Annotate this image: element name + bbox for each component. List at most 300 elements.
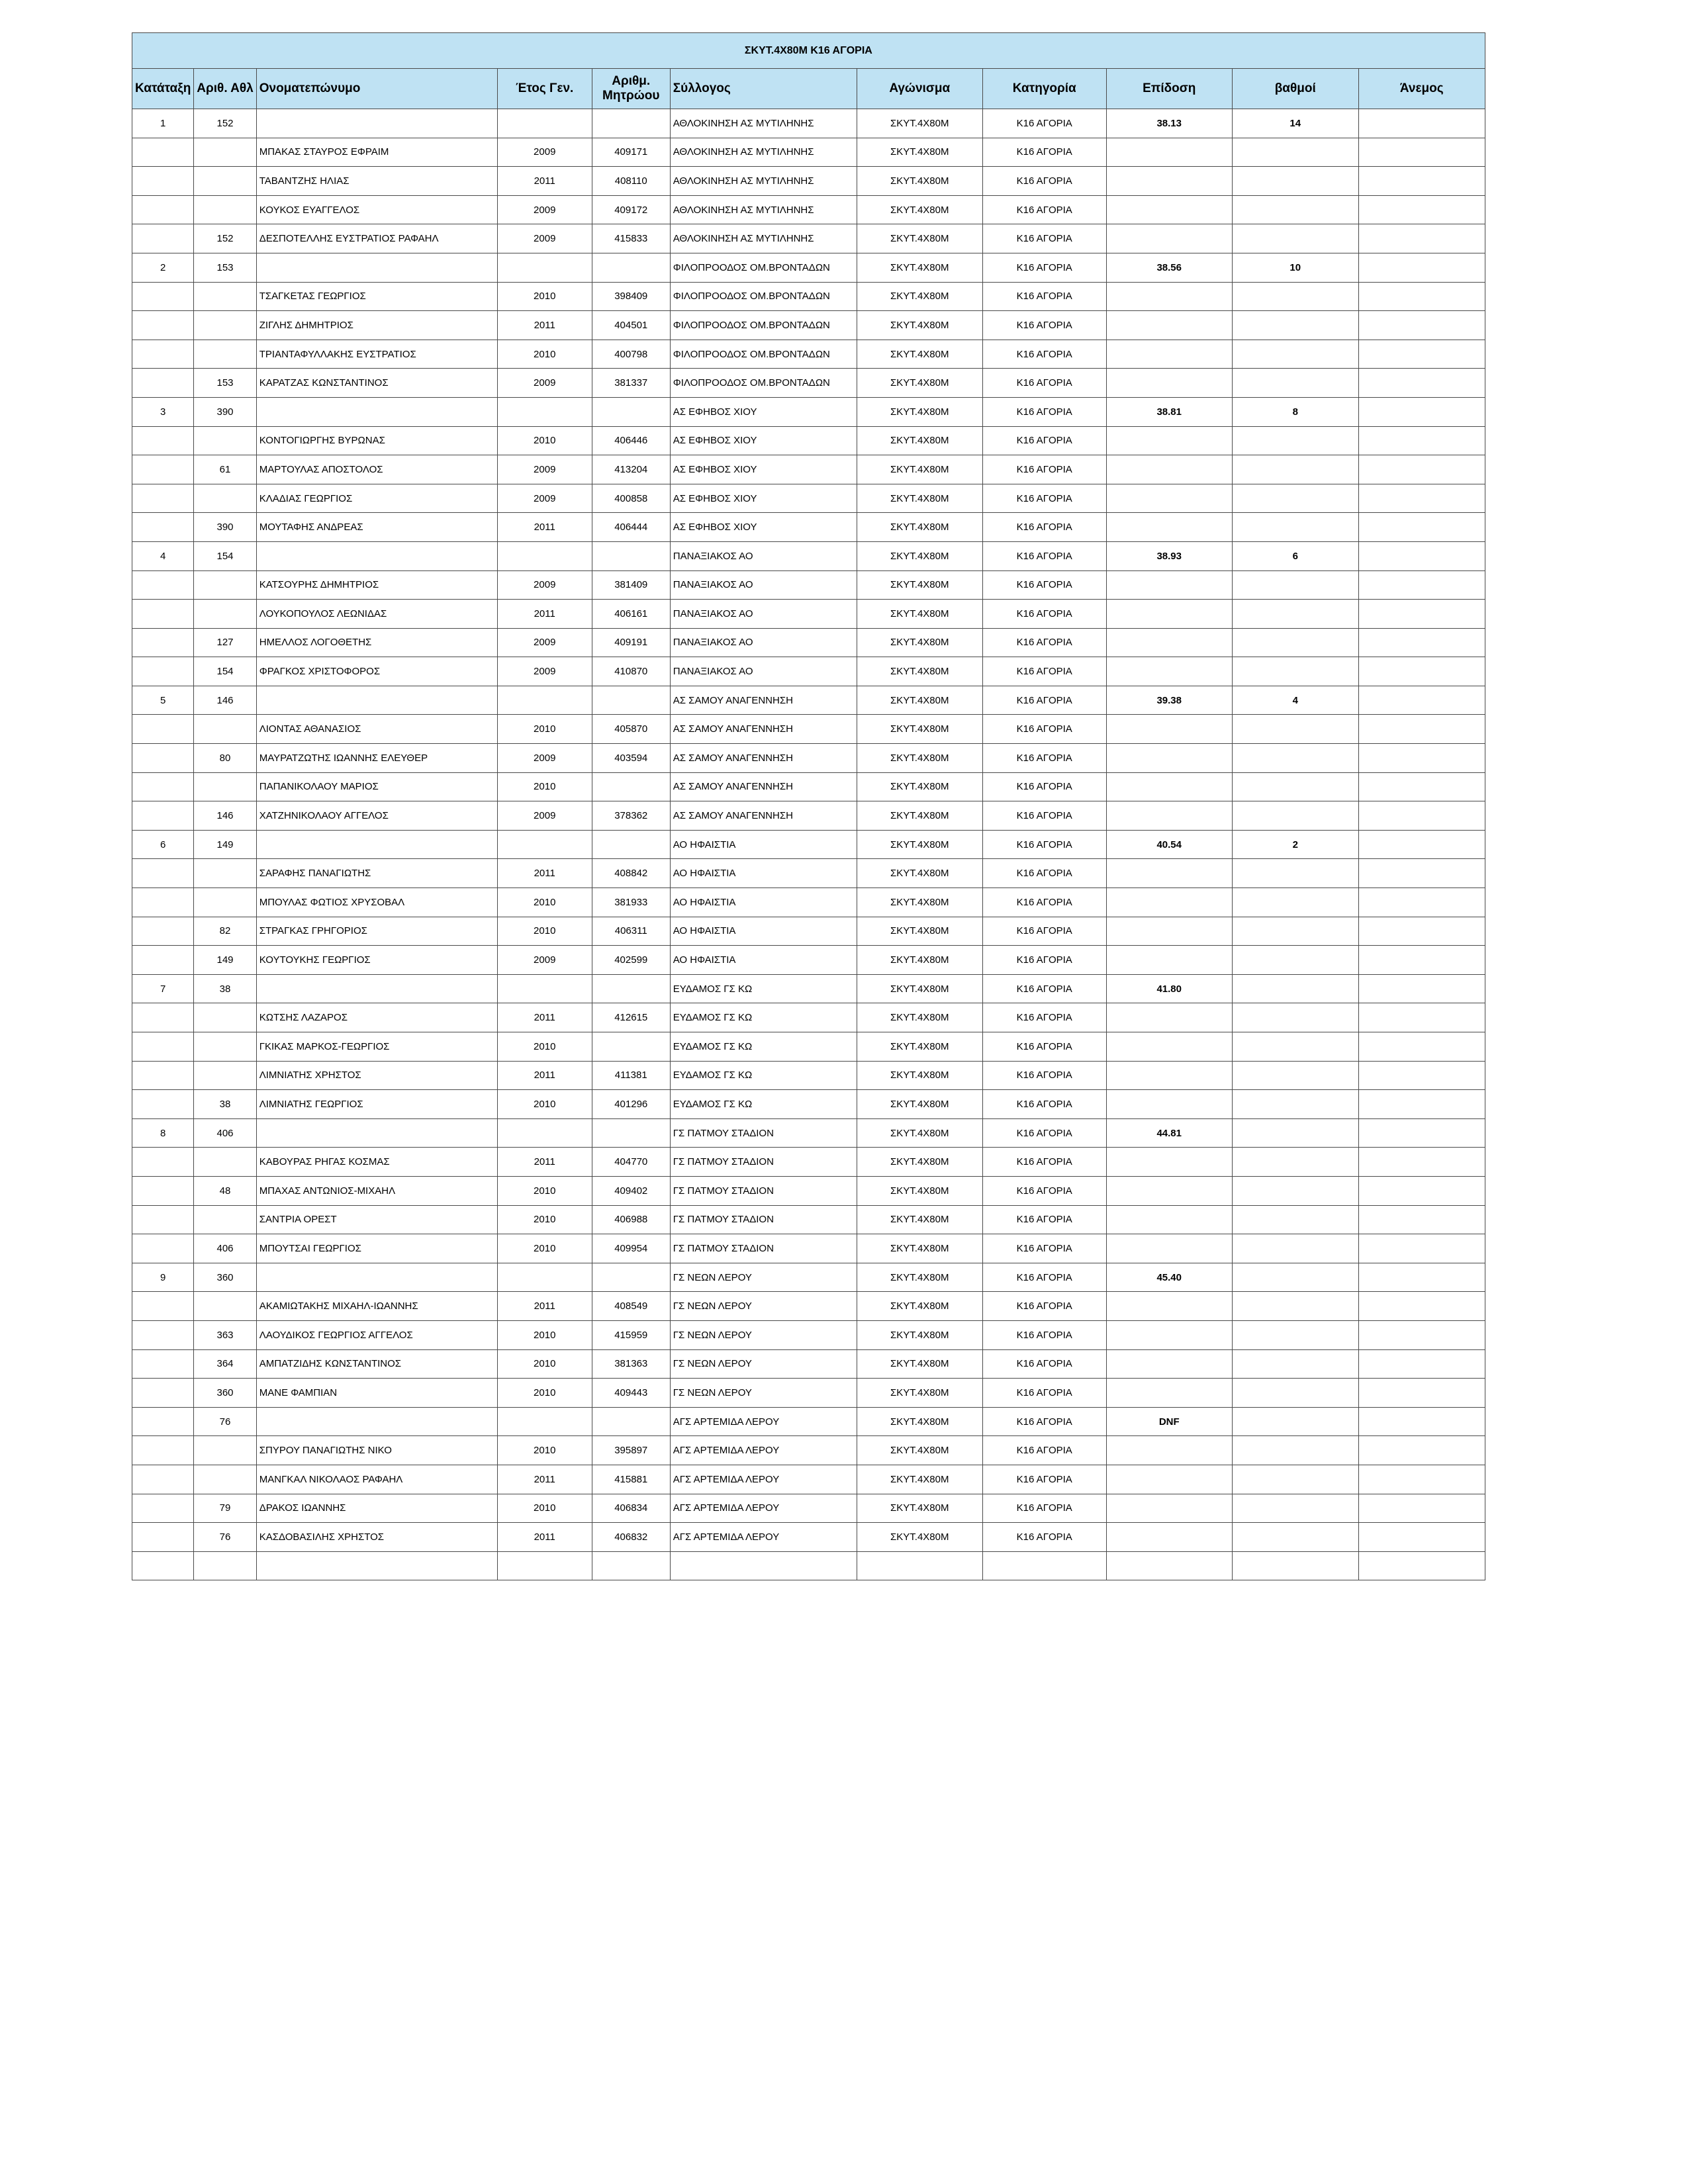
athlete-number-cell: 149 — [194, 946, 256, 975]
birth-year-cell: 2010 — [497, 1320, 592, 1349]
table-row — [132, 600, 1485, 629]
birth-year-cell: 2010 — [497, 1349, 592, 1379]
performance-cell — [1106, 1551, 1232, 1580]
performance-cell — [1106, 1176, 1232, 1205]
name-cell — [256, 541, 497, 570]
club-cell: ΑΘΛΟΚΙΝΗΣΗ ΑΣ ΜΥΤΙΛΗΝΗΣ — [670, 109, 857, 138]
table-row — [132, 513, 1485, 542]
club-cell: ΑΓΣ ΑΡΤΕΜΙΔΑ ΛΕΡΟΥ — [670, 1494, 857, 1523]
event-cell: ΣΚΥΤ.4Χ80Μ — [857, 946, 982, 975]
title-row — [132, 33, 1485, 69]
category-cell: Κ16 ΑΓΟΡΙΑ — [982, 1090, 1106, 1119]
club-cell: ΑΟ ΗΦΑΙΣΤΙΑ — [670, 830, 857, 859]
rank-cell — [132, 1436, 194, 1465]
rank-cell — [132, 1003, 194, 1032]
birth-year-cell: 2009 — [497, 138, 592, 167]
category-cell: Κ16 ΑΓΟΡΙΑ — [982, 917, 1106, 946]
table-row — [132, 1148, 1485, 1177]
points-cell — [1232, 1407, 1358, 1436]
table-row — [132, 167, 1485, 196]
header-athlete-number: Αριθ. Αθλ — [194, 69, 256, 109]
athlete-number-cell: 364 — [194, 1349, 256, 1379]
points-cell: 10 — [1232, 253, 1358, 282]
athlete-number-cell: 152 — [194, 109, 256, 138]
header-club: Σύλλογος — [670, 69, 857, 109]
wind-cell — [1358, 772, 1485, 801]
performance-cell — [1106, 628, 1232, 657]
birth-year-cell: 2009 — [497, 657, 592, 686]
rank-cell — [132, 484, 194, 513]
registry-number-cell: 415881 — [592, 1465, 670, 1494]
club-cell: ΓΣ ΠΑΤΜΟΥ ΣΤΑΔΙΟΝ — [670, 1148, 857, 1177]
birth-year-cell: 2009 — [497, 744, 592, 773]
points-cell — [1232, 1523, 1358, 1552]
club-cell: ΑΣ ΕΦΗΒΟΣ ΧΙΟΥ — [670, 513, 857, 542]
athlete-number-cell — [194, 1061, 256, 1090]
name-cell: ΖΙΓΛΗΣ ΔΗΜΗΤΡΙΟΣ — [256, 311, 497, 340]
registry-number-cell: 400798 — [592, 340, 670, 369]
birth-year-cell: 2009 — [497, 484, 592, 513]
birth-year-cell — [497, 830, 592, 859]
performance-cell: 38.56 — [1106, 253, 1232, 282]
event-cell: ΣΚΥΤ.4Χ80Μ — [857, 686, 982, 715]
registry-number-cell: 409402 — [592, 1176, 670, 1205]
rank-cell: 4 — [132, 541, 194, 570]
category-cell: Κ16 ΑΓΟΡΙΑ — [982, 1523, 1106, 1552]
club-cell: ΓΣ ΠΑΤΜΟΥ ΣΤΑΔΙΟΝ — [670, 1118, 857, 1148]
category-cell: Κ16 ΑΓΟΡΙΑ — [982, 1205, 1106, 1234]
category-cell: Κ16 ΑΓΟΡΙΑ — [982, 1003, 1106, 1032]
category-cell: Κ16 ΑΓΟΡΙΑ — [982, 974, 1106, 1003]
club-cell: ΑΣ ΣΑΜΟΥ ΑΝΑΓΕΝΝΗΣΗ — [670, 744, 857, 773]
event-cell: ΣΚΥΤ.4Χ80Μ — [857, 1176, 982, 1205]
category-cell: Κ16 ΑΓΟΡΙΑ — [982, 1032, 1106, 1062]
table-row — [132, 1003, 1485, 1032]
athlete-number-cell: 363 — [194, 1320, 256, 1349]
category-cell: Κ16 ΑΓΟΡΙΑ — [982, 1263, 1106, 1292]
name-cell — [256, 397, 497, 426]
points-cell — [1232, 628, 1358, 657]
performance-cell — [1106, 311, 1232, 340]
registry-number-cell: 404501 — [592, 311, 670, 340]
event-cell — [857, 1551, 982, 1580]
name-cell: ΣΤΡΑΓΚΑΣ ΓΡΗΓΟΡΙΟΣ — [256, 917, 497, 946]
points-cell — [1232, 1234, 1358, 1263]
birth-year-cell: 2011 — [497, 1465, 592, 1494]
wind-cell — [1358, 1148, 1485, 1177]
points-cell — [1232, 138, 1358, 167]
points-cell — [1232, 1003, 1358, 1032]
club-cell: ΑΣ ΕΦΗΒΟΣ ΧΙΟΥ — [670, 484, 857, 513]
header-registry-number: Αριθμ. Μητρώου — [592, 69, 670, 109]
results-table — [132, 32, 1485, 1580]
event-cell: ΣΚΥΤ.4Χ80Μ — [857, 1379, 982, 1408]
rank-cell — [132, 1234, 194, 1263]
points-cell: 14 — [1232, 109, 1358, 138]
rank-cell: 8 — [132, 1118, 194, 1148]
birth-year-cell: 2009 — [497, 946, 592, 975]
rank-cell — [132, 138, 194, 167]
table-row — [132, 253, 1485, 282]
event-cell: ΣΚΥΤ.4Χ80Μ — [857, 830, 982, 859]
rank-cell — [132, 772, 194, 801]
table-row — [132, 455, 1485, 484]
table-row — [132, 1551, 1485, 1580]
name-cell: ΣΑΡΑΦΗΣ ΠΑΝΑΓΙΩΤΗΣ — [256, 859, 497, 888]
performance-cell — [1106, 455, 1232, 484]
athlete-number-cell — [194, 1032, 256, 1062]
performance-cell — [1106, 772, 1232, 801]
birth-year-cell — [497, 974, 592, 1003]
birth-year-cell: 2009 — [497, 455, 592, 484]
event-cell: ΣΚΥΤ.4Χ80Μ — [857, 1349, 982, 1379]
athlete-number-cell: 360 — [194, 1379, 256, 1408]
event-cell: ΣΚΥΤ.4Χ80Μ — [857, 715, 982, 744]
points-cell — [1232, 1263, 1358, 1292]
rank-cell — [132, 946, 194, 975]
athlete-number-cell: 38 — [194, 1090, 256, 1119]
athlete-number-cell — [194, 1465, 256, 1494]
name-cell: ΜΑΡΤΟΥΛΑΣ ΑΠΟΣΤΟΛΟΣ — [256, 455, 497, 484]
event-cell: ΣΚΥΤ.4Χ80Μ — [857, 801, 982, 831]
event-cell: ΣΚΥΤ.4Χ80Μ — [857, 282, 982, 311]
club-cell: ΑΣ ΣΑΜΟΥ ΑΝΑΓΕΝΝΗΣΗ — [670, 772, 857, 801]
points-cell — [1232, 946, 1358, 975]
points-cell — [1232, 715, 1358, 744]
club-cell: ΑΣ ΣΑΜΟΥ ΑΝΑΓΕΝΝΗΣΗ — [670, 801, 857, 831]
birth-year-cell: 2010 — [497, 1379, 592, 1408]
club-cell: ΦΙΛΟΠΡΟΟΔΟΣ ΟΜ.ΒΡΟΝΤΑΔΩΝ — [670, 369, 857, 398]
event-cell: ΣΚΥΤ.4Χ80Μ — [857, 917, 982, 946]
birth-year-cell: 2009 — [497, 369, 592, 398]
wind-cell — [1358, 830, 1485, 859]
performance-cell: 38.13 — [1106, 109, 1232, 138]
wind-cell — [1358, 397, 1485, 426]
points-cell — [1232, 1090, 1358, 1119]
table-row — [132, 224, 1485, 253]
birth-year-cell — [497, 686, 592, 715]
table-row — [132, 1436, 1485, 1465]
name-cell — [256, 974, 497, 1003]
rank-cell — [132, 195, 194, 224]
name-cell: ΚΟΝΤΟΓΙΩΡΓΗΣ ΒΥΡΩΝΑΣ — [256, 426, 497, 455]
wind-cell — [1358, 1205, 1485, 1234]
performance-cell — [1106, 570, 1232, 600]
wind-cell — [1358, 1234, 1485, 1263]
registry-number-cell: 403594 — [592, 744, 670, 773]
category-cell: Κ16 ΑΓΟΡΙΑ — [982, 282, 1106, 311]
birth-year-cell: 2009 — [497, 224, 592, 253]
athlete-number-cell: 61 — [194, 455, 256, 484]
registry-number-cell: 401296 — [592, 1090, 670, 1119]
birth-year-cell: 2010 — [497, 1436, 592, 1465]
performance-cell: 39.38 — [1106, 686, 1232, 715]
wind-cell — [1358, 1320, 1485, 1349]
rank-cell: 7 — [132, 974, 194, 1003]
wind-cell — [1358, 1292, 1485, 1321]
wind-cell — [1358, 715, 1485, 744]
event-cell: ΣΚΥΤ.4Χ80Μ — [857, 1090, 982, 1119]
birth-year-cell: 2011 — [497, 859, 592, 888]
table-row — [132, 744, 1485, 773]
registry-number-cell — [592, 772, 670, 801]
points-cell: 8 — [1232, 397, 1358, 426]
registry-number-cell — [592, 1263, 670, 1292]
birth-year-cell — [497, 1118, 592, 1148]
event-cell: ΣΚΥΤ.4Χ80Μ — [857, 369, 982, 398]
club-cell: ΑΟ ΗΦΑΙΣΤΙΑ — [670, 888, 857, 917]
registry-number-cell: 408549 — [592, 1292, 670, 1321]
rank-cell — [132, 426, 194, 455]
table-row — [132, 946, 1485, 975]
table-row — [132, 1061, 1485, 1090]
points-cell — [1232, 484, 1358, 513]
points-cell — [1232, 1176, 1358, 1205]
points-cell — [1232, 195, 1358, 224]
wind-cell — [1358, 484, 1485, 513]
header-full-name: Ονοματεπώνυμο — [256, 69, 497, 109]
athlete-number-cell: 406 — [194, 1234, 256, 1263]
wind-cell — [1358, 1032, 1485, 1062]
athlete-number-cell — [194, 426, 256, 455]
event-cell: ΣΚΥΤ.4Χ80Μ — [857, 195, 982, 224]
category-cell: Κ16 ΑΓΟΡΙΑ — [982, 397, 1106, 426]
performance-cell — [1106, 340, 1232, 369]
points-cell — [1232, 888, 1358, 917]
table-row — [132, 772, 1485, 801]
performance-cell — [1106, 1494, 1232, 1523]
table-row — [132, 1234, 1485, 1263]
points-cell: 4 — [1232, 686, 1358, 715]
performance-cell: 40.54 — [1106, 830, 1232, 859]
name-cell: ΚΑΡΑΤΖΑΣ ΚΩΝΣΤΑΝΤΙΝΟΣ — [256, 369, 497, 398]
name-cell: ΜΑΥΡΑΤΖΩΤΗΣ ΙΩΑΝΝΗΣ ΕΛΕΥΘΕΡ — [256, 744, 497, 773]
event-cell: ΣΚΥΤ.4Χ80Μ — [857, 1032, 982, 1062]
club-cell: ΑΣ ΕΦΗΒΟΣ ΧΙΟΥ — [670, 397, 857, 426]
table-row — [132, 109, 1485, 138]
points-cell — [1232, 1465, 1358, 1494]
club-cell: ΓΣ ΠΑΤΜΟΥ ΣΤΑΔΙΟΝ — [670, 1176, 857, 1205]
performance-cell — [1106, 600, 1232, 629]
athlete-number-cell — [194, 772, 256, 801]
wind-cell — [1358, 1407, 1485, 1436]
name-cell: ΚΛΑΔΙΑΣ ΓΕΩΡΓΙΟΣ — [256, 484, 497, 513]
name-cell: ΔΡΑΚΟΣ ΙΩΑΝΝΗΣ — [256, 1494, 497, 1523]
registry-number-cell: 409171 — [592, 138, 670, 167]
rank-cell — [132, 1494, 194, 1523]
points-cell — [1232, 1205, 1358, 1234]
points-cell — [1232, 974, 1358, 1003]
header-performance: Επίδοση — [1106, 69, 1232, 109]
category-cell: Κ16 ΑΓΟΡΙΑ — [982, 138, 1106, 167]
athlete-number-cell: 390 — [194, 513, 256, 542]
category-cell: Κ16 ΑΓΟΡΙΑ — [982, 1292, 1106, 1321]
wind-cell — [1358, 686, 1485, 715]
points-cell — [1232, 1148, 1358, 1177]
category-cell: Κ16 ΑΓΟΡΙΑ — [982, 1176, 1106, 1205]
table-row — [132, 1465, 1485, 1494]
athlete-number-cell: 80 — [194, 744, 256, 773]
event-cell: ΣΚΥΤ.4Χ80Μ — [857, 859, 982, 888]
points-cell — [1232, 1061, 1358, 1090]
event-cell: ΣΚΥΤ.4Χ80Μ — [857, 1436, 982, 1465]
wind-cell — [1358, 888, 1485, 917]
event-cell: ΣΚΥΤ.4Χ80Μ — [857, 1320, 982, 1349]
category-cell: Κ16 ΑΓΟΡΙΑ — [982, 600, 1106, 629]
performance-cell — [1106, 484, 1232, 513]
performance-cell — [1106, 426, 1232, 455]
name-cell: ΔΕΣΠΟΤΕΛΛΗΣ ΕΥΣΤΡΑΤΙΟΣ ΡΑΦΑΗΛ — [256, 224, 497, 253]
club-cell: ΓΣ ΠΑΤΜΟΥ ΣΤΑΔΙΟΝ — [670, 1205, 857, 1234]
wind-cell — [1358, 1176, 1485, 1205]
name-cell: ΤΡΙΑΝΤΑΦΥΛΛΑΚΗΣ ΕΥΣΤΡΑΤΙΟΣ — [256, 340, 497, 369]
performance-cell — [1106, 138, 1232, 167]
wind-cell — [1358, 1349, 1485, 1379]
wind-cell — [1358, 1494, 1485, 1523]
wind-cell — [1358, 369, 1485, 398]
event-cell: ΣΚΥΤ.4Χ80Μ — [857, 167, 982, 196]
table-row — [132, 484, 1485, 513]
table-row — [132, 859, 1485, 888]
points-cell: 6 — [1232, 541, 1358, 570]
rank-cell — [132, 282, 194, 311]
event-cell: ΣΚΥΤ.4Χ80Μ — [857, 600, 982, 629]
table-row — [132, 1176, 1485, 1205]
club-cell: ΑΣ ΣΑΜΟΥ ΑΝΑΓΕΝΝΗΣΗ — [670, 686, 857, 715]
event-cell: ΣΚΥΤ.4Χ80Μ — [857, 628, 982, 657]
category-cell: Κ16 ΑΓΟΡΙΑ — [982, 195, 1106, 224]
athlete-number-cell: 406 — [194, 1118, 256, 1148]
birth-year-cell: 2011 — [497, 167, 592, 196]
table-row — [132, 1523, 1485, 1552]
club-cell: ΠΑΝΑΞΙΑΚΟΣ ΑΟ — [670, 570, 857, 600]
athlete-number-cell — [194, 1292, 256, 1321]
registry-number-cell: 400858 — [592, 484, 670, 513]
wind-cell — [1358, 1551, 1485, 1580]
registry-number-cell: 398409 — [592, 282, 670, 311]
performance-cell: 38.93 — [1106, 541, 1232, 570]
category-cell: Κ16 ΑΓΟΡΙΑ — [982, 772, 1106, 801]
athlete-number-cell: 154 — [194, 541, 256, 570]
event-cell: ΣΚΥΤ.4Χ80Μ — [857, 1292, 982, 1321]
wind-cell — [1358, 541, 1485, 570]
rank-cell — [132, 167, 194, 196]
name-cell: ΜΟΥΤΑΦΗΣ ΑΝΔΡΕΑΣ — [256, 513, 497, 542]
name-cell: ΜΑΝΕ ΦΑΜΠΙΑΝ — [256, 1379, 497, 1408]
club-cell: ΑΓΣ ΑΡΤΕΜΙΔΑ ΛΕΡΟΥ — [670, 1407, 857, 1436]
registry-number-cell: 404770 — [592, 1148, 670, 1177]
event-cell: ΣΚΥΤ.4Χ80Μ — [857, 1003, 982, 1032]
category-cell: Κ16 ΑΓΟΡΙΑ — [982, 1436, 1106, 1465]
points-cell — [1232, 224, 1358, 253]
registry-number-cell — [592, 1407, 670, 1436]
birth-year-cell: 2009 — [497, 801, 592, 831]
points-cell — [1232, 340, 1358, 369]
wind-cell — [1358, 570, 1485, 600]
registry-number-cell — [592, 1032, 670, 1062]
club-cell: ΑΘΛΟΚΙΝΗΣΗ ΑΣ ΜΥΤΙΛΗΝΗΣ — [670, 167, 857, 196]
birth-year-cell: 2011 — [497, 1061, 592, 1090]
club-cell: ΑΘΛΟΚΙΝΗΣΗ ΑΣ ΜΥΤΙΛΗΝΗΣ — [670, 138, 857, 167]
points-cell — [1232, 513, 1358, 542]
athlete-number-cell: 79 — [194, 1494, 256, 1523]
event-cell: ΣΚΥΤ.4Χ80Μ — [857, 974, 982, 1003]
rank-cell — [132, 1061, 194, 1090]
name-cell: ΗΜΕΛΛΟΣ ΛΟΓΟΘΕΤΗΣ — [256, 628, 497, 657]
wind-cell — [1358, 195, 1485, 224]
rank-cell: 2 — [132, 253, 194, 282]
points-cell — [1232, 1379, 1358, 1408]
points-cell — [1232, 426, 1358, 455]
event-cell: ΣΚΥΤ.4Χ80Μ — [857, 1061, 982, 1090]
club-cell: ΑΟ ΗΦΑΙΣΤΙΑ — [670, 917, 857, 946]
points-cell — [1232, 1551, 1358, 1580]
table-row — [132, 801, 1485, 831]
performance-cell — [1106, 859, 1232, 888]
points-cell — [1232, 1292, 1358, 1321]
category-cell: Κ16 ΑΓΟΡΙΑ — [982, 340, 1106, 369]
performance-cell — [1106, 369, 1232, 398]
birth-year-cell: 2009 — [497, 195, 592, 224]
name-cell — [256, 1407, 497, 1436]
athlete-number-cell — [194, 1148, 256, 1177]
category-cell: Κ16 ΑΓΟΡΙΑ — [982, 1349, 1106, 1379]
rank-cell — [132, 1407, 194, 1436]
performance-cell — [1106, 1436, 1232, 1465]
club-cell: ΠΑΝΑΞΙΑΚΟΣ ΑΟ — [670, 657, 857, 686]
category-cell: Κ16 ΑΓΟΡΙΑ — [982, 715, 1106, 744]
club-cell — [670, 1551, 857, 1580]
club-cell: ΠΑΝΑΞΙΑΚΟΣ ΑΟ — [670, 628, 857, 657]
performance-cell — [1106, 946, 1232, 975]
birth-year-cell — [497, 1263, 592, 1292]
birth-year-cell — [497, 1551, 592, 1580]
name-cell: ΑΚΑΜΙΩΤΑΚΗΣ ΜΙΧΑΗΛ-ΙΩΑΝΝΗΣ — [256, 1292, 497, 1321]
performance-cell — [1106, 1205, 1232, 1234]
rank-cell — [132, 1148, 194, 1177]
event-cell: ΣΚΥΤ.4Χ80Μ — [857, 1234, 982, 1263]
table-row — [132, 369, 1485, 398]
event-cell: ΣΚΥΤ.4Χ80Μ — [857, 224, 982, 253]
table-row — [132, 974, 1485, 1003]
category-cell: Κ16 ΑΓΟΡΙΑ — [982, 253, 1106, 282]
table-row — [132, 715, 1485, 744]
wind-cell — [1358, 744, 1485, 773]
name-cell: ΚΑΣΔΟΒΑΣΙΛΗΣ ΧΡΗΣΤΟΣ — [256, 1523, 497, 1552]
category-cell: Κ16 ΑΓΟΡΙΑ — [982, 1379, 1106, 1408]
club-cell: ΓΣ ΠΑΤΜΟΥ ΣΤΑΔΙΟΝ — [670, 1234, 857, 1263]
table-row — [132, 1379, 1485, 1408]
athlete-number-cell: 127 — [194, 628, 256, 657]
registry-number-cell: 381409 — [592, 570, 670, 600]
event-cell: ΣΚΥΤ.4Χ80Μ — [857, 1263, 982, 1292]
registry-number-cell: 408110 — [592, 167, 670, 196]
performance-cell — [1106, 1349, 1232, 1379]
rank-cell — [132, 1032, 194, 1062]
performance-cell — [1106, 195, 1232, 224]
header-event: Αγώνισμα — [857, 69, 982, 109]
event-cell: ΣΚΥΤ.4Χ80Μ — [857, 138, 982, 167]
performance-cell — [1106, 513, 1232, 542]
table-row — [132, 1407, 1485, 1436]
category-cell: Κ16 ΑΓΟΡΙΑ — [982, 801, 1106, 831]
rank-cell — [132, 1205, 194, 1234]
category-cell: Κ16 ΑΓΟΡΙΑ — [982, 1407, 1106, 1436]
birth-year-cell: 2010 — [497, 1032, 592, 1062]
registry-number-cell — [592, 1551, 670, 1580]
points-cell — [1232, 311, 1358, 340]
performance-cell — [1106, 224, 1232, 253]
